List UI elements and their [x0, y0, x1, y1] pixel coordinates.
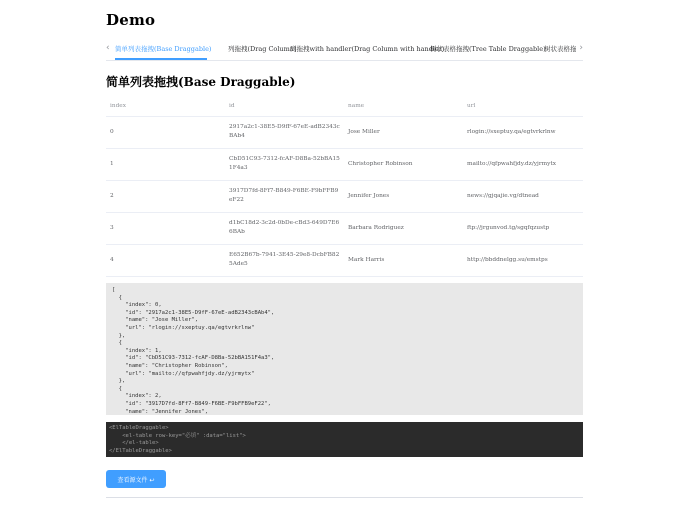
table-row[interactable]: [106, 213, 583, 245]
column-header-name: name: [348, 103, 365, 109]
cell-id: 3917D7fd-8Ff7-B849-F6BE-F9bFFB9eF22: [229, 188, 339, 203]
tab-bar: [106, 38, 583, 61]
cell-index: 2: [110, 193, 114, 199]
cell-id: 2917a2c1-38E5-D9fF-67eE-adB2343cBAb4: [229, 124, 340, 139]
cell-index: 4: [110, 257, 114, 263]
column-header-id: id: [229, 103, 235, 109]
cell-id: E652B67b-7941-3E45-29e8-DcbFB825Ade5: [229, 252, 340, 267]
tab-tree-table-draggable[interactable]: 树状表格拖拽(Tree Table Draggable): [430, 45, 546, 53]
cell-url: http://bbddnelgg.su/emstps: [467, 257, 548, 263]
template-code-panel: [106, 422, 583, 457]
cell-id: d1bC18d2-3c2d-0bDe-cBd3-649D7E66BAb: [229, 220, 340, 235]
cell-url: mailto://qfpwahfjdy.dz/yjrmytx: [467, 161, 556, 167]
cell-name: Barbara Rodriguez: [348, 225, 404, 231]
tab-list: [115, 38, 576, 60]
cell-url: ftp://jrgunvod.tg/sgqfqzustp: [467, 225, 550, 231]
divider: [106, 497, 583, 498]
table-row[interactable]: [106, 117, 583, 149]
json-preview-panel: [106, 283, 583, 415]
cell-name: Christopher Robinson: [348, 161, 413, 167]
tab-drag-column-handler[interactable]: 列拖拽with handler(Drag Column with handler): [290, 45, 445, 53]
active-tab-indicator: [115, 58, 207, 60]
table-row[interactable]: [106, 149, 583, 181]
cell-index: 0: [110, 129, 114, 135]
cell-index: 3: [110, 225, 114, 231]
cell-url: rlogin://sxeptuy.qa/egtvrkrlnw: [467, 129, 556, 135]
table-row[interactable]: [106, 245, 583, 277]
table-header: [106, 96, 583, 117]
cell-name: Jose Miller: [348, 129, 380, 135]
cell-url: news://gjqajie.vg/dtnead: [467, 193, 539, 199]
cell-name: Jennifer Jones: [348, 193, 390, 199]
chevron-left-icon[interactable]: ‹: [106, 43, 110, 53]
tab-drag-column[interactable]: 列拖拽(Drag Column): [228, 45, 297, 53]
tab-base-draggable[interactable]: 简单列表拖拽(Base Draggable): [115, 45, 212, 53]
tab-tree-table-more[interactable]: 树状表格拖: [544, 45, 576, 53]
view-source-button[interactable]: 查看源文件 ↩: [106, 470, 166, 488]
data-table: [106, 96, 583, 277]
cell-name: Mark Harris: [348, 257, 385, 263]
template-code: <ElTableDraggable> <el-table row-key="必填" :data="list"> </el-table> </ElTableDraggable>: [109, 425, 246, 454]
json-preview-code: [ { "index": 0, "id": "2917a2c1-38E5-D9fF-67eE-adB2343cBAb4", "name": "Jose Miller", "url": "rlogin://sxeptuy.qa/egtvrkrlnw" }, { "index": 1, "id": "CbD51C93-7312-fcAF-D8Ba-52bBA151F4a3", "name": "Christopher Robinson", "url": "mailto://qfpwahfjdy.dz/yjrmytx" }, { "index": 2, "id": "3917D7fd-8Ff7-B849-F6BE-F9bFFB9eF22", "name": "Jennifer Jones",: [112, 287, 275, 415]
column-header-url: url: [467, 103, 476, 109]
table-row[interactable]: [106, 181, 583, 213]
chevron-right-icon[interactable]: ›: [579, 43, 583, 53]
section-heading: 简单列表拖拽(Base Draggable): [106, 75, 296, 89]
page-title: Demo: [106, 11, 156, 29]
cell-index: 1: [110, 161, 114, 167]
cell-id: CbD51C93-7312-fcAF-D8Ba-52bBA151F4a3: [229, 156, 340, 171]
column-header-index: index: [110, 103, 126, 109]
